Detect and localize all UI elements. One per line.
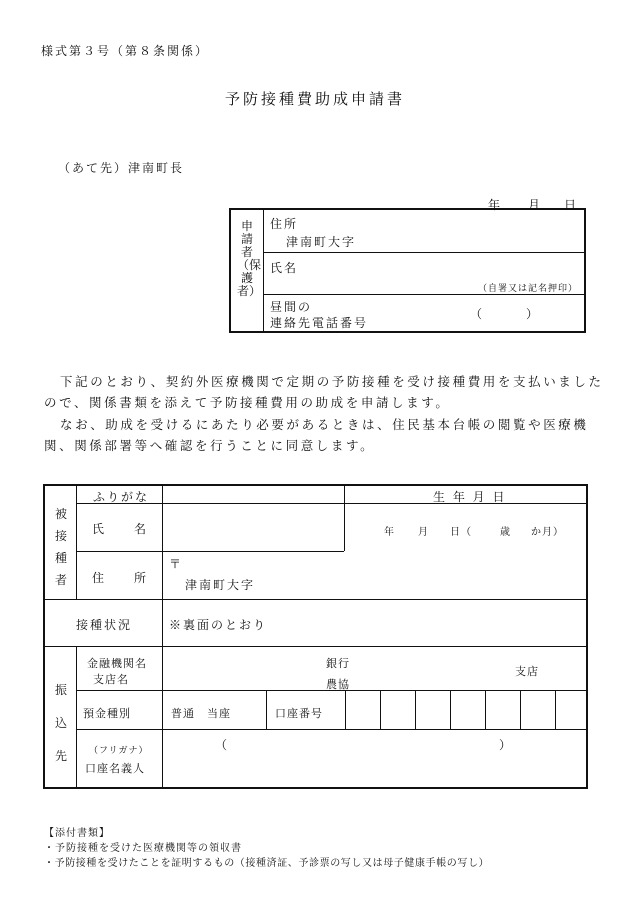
bank-type-2: 農協 <box>326 678 350 691</box>
form-number: 様式第３号（第８条関係） <box>41 44 210 58</box>
attachment-item-1: ・予防接種を受けた医療機関等の領収書 <box>44 843 242 854</box>
holder-label-1: （フリガナ） <box>89 746 149 756</box>
address-label: 住 所 <box>92 571 149 585</box>
phone-label-2: 連絡先電話番号 <box>270 316 369 330</box>
date-month-label: 月 <box>528 198 543 212</box>
rule <box>520 690 521 729</box>
body-para2-line2: 関、関係部署等へ確認を行うことに同意します。 <box>44 438 376 453</box>
transfer-side-label: 振込先 <box>54 683 67 763</box>
rule <box>415 690 416 729</box>
rule <box>45 599 586 600</box>
rule <box>266 690 267 729</box>
rule <box>344 486 345 551</box>
body-para1-line2: ので、関係書類を添えて予防接種費用の助成を申請します。 <box>44 395 451 410</box>
postal-mark: 〒 <box>169 557 184 571</box>
bank-type-1: 銀行 <box>326 657 350 670</box>
birth-year-label: 年 <box>384 527 395 538</box>
phone-paren-open: （ <box>470 307 485 321</box>
holder-label-2: 口座名義人 <box>85 762 145 775</box>
addressee: （あて先）津南町長 <box>58 161 185 175</box>
deposit-type-label: 預金種別 <box>83 707 131 720</box>
applicant-phone-row[interactable] <box>264 294 584 331</box>
applicant-box <box>229 208 586 333</box>
holder-paren-close: ） <box>499 738 514 752</box>
branch-label: 支店 <box>515 665 539 678</box>
phone-paren-close: ） <box>526 307 541 321</box>
applicant-address-value: 津南町大字 <box>286 235 357 249</box>
birthdate-label: 生 年 月 日 <box>433 490 507 504</box>
applicant-address-row[interactable] <box>264 210 584 253</box>
applicant-address-label: 住所 <box>270 217 299 231</box>
applicant-name-label: 氏名 <box>270 261 299 275</box>
rule <box>76 551 344 552</box>
rule <box>485 690 486 729</box>
phone-label-1: 昼間の <box>270 300 313 314</box>
holder-paren-open: （ <box>215 738 230 752</box>
rule <box>555 690 556 729</box>
date-year-label: 年 <box>488 198 503 212</box>
name-input[interactable] <box>163 504 343 551</box>
applicant-name-row[interactable] <box>264 252 584 295</box>
page-title: 予防接種費助成申請書 <box>224 90 405 108</box>
birth-day-label: 日（ <box>450 527 472 538</box>
age-months-label: か月） <box>531 527 564 538</box>
date-day-label: 日 <box>564 198 579 212</box>
bank-label-2: 支店名 <box>93 673 129 686</box>
bank-label-1: 金融機関名 <box>87 657 147 670</box>
vaccinee-side-label: 被接種者 <box>54 507 67 587</box>
applicant-side-label: 申請者（保護者） <box>237 219 262 298</box>
vaccinee-table <box>43 484 588 789</box>
furigana-label: ふりがな <box>93 490 150 504</box>
deposit-options[interactable]: 普通 当座 <box>171 707 231 720</box>
body-para2-line1: なお、助成を受けるにあたり必要があるときは、住民基本台帳の閲覧や医療機 <box>60 417 589 432</box>
address-value: 津南町大字 <box>185 578 256 592</box>
rule <box>380 690 381 729</box>
attachment-item-2: ・予防接種を受けたことを証明するもの（接種済証、予診票の写し又は母子健康手帳の写し） <box>44 858 490 869</box>
signature-note: （自署又は記名押印） <box>477 284 578 294</box>
account-number-label: 口座番号 <box>275 707 323 720</box>
rule <box>450 690 451 729</box>
rule <box>45 646 586 647</box>
rule <box>76 486 77 599</box>
attachments-heading: 【添付書類】 <box>44 828 110 839</box>
furigana-input[interactable] <box>163 486 343 503</box>
age-years-label: 歳 <box>500 527 511 538</box>
status-value: ※裏面のとおり <box>169 618 268 632</box>
birth-month-label: 月 <box>418 527 429 538</box>
rule <box>345 690 346 729</box>
applicant-side-label-cell <box>231 210 264 331</box>
rule <box>76 646 77 787</box>
rule <box>76 729 586 730</box>
body-para1-line1: 下記のとおり、契約外医療機関で定期の予防接種を受け接種費用を支払いました <box>60 374 604 389</box>
status-label: 接種状況 <box>76 618 133 632</box>
name-label: 氏 名 <box>92 522 149 536</box>
